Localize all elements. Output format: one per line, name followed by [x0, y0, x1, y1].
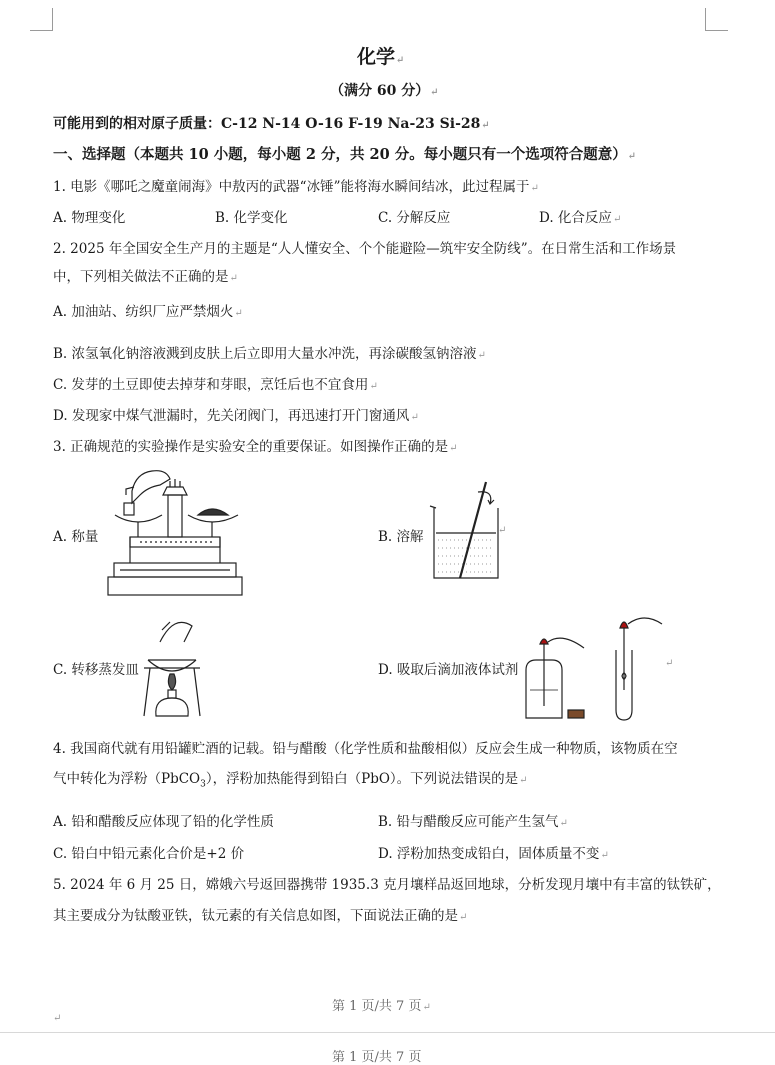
q4-stem-line2: 气中转化为浮粉（PbCO$_3$），浮粉加热能得到铅白（PbO）。下列说法错误的是↵ — [53, 771, 528, 790]
atomic-masses — [53, 113, 490, 133]
evaporating-dish-illustration — [140, 612, 205, 722]
score-line — [330, 80, 439, 100]
q2-option-d: D. 发现家中煤气泄漏时，先关闭阀门，再迅速打开门窗通风↵ — [53, 408, 419, 424]
paragraph-mark: ↵ — [665, 658, 674, 669]
q2-option-c: C. 发芽的土豆即使去掉芽和芽眼，烹饪后也不宜食用↵ — [53, 377, 378, 393]
paragraph-mark: ↵ — [481, 120, 490, 131]
score-text: （满分 60 分） — [330, 83, 430, 99]
page-footer: 第 1 页/共 7 页↵ — [332, 999, 431, 1014]
q2-stem-line1: 2. 2025 年全国安全生产月的主题是“人人懂安全、个个能避险—筑牢安全防线”。在日常生活和工作场景 — [53, 241, 677, 257]
section-text: 一、选择题（本题共 10 小题，每小题 2 分，共 20 分。每小题只有一个选项符合题意） — [53, 146, 627, 163]
q3-option-b: B. 溶解 — [378, 529, 424, 545]
q3-option-c: C. 转移蒸发皿 — [53, 662, 139, 678]
paragraph-mark: ↵ — [627, 151, 637, 162]
q1-option-b: B. 化学变化 — [215, 210, 288, 226]
balance-scale-illustration — [100, 465, 250, 600]
q4-option-d: D. 浮粉加热变成铅白，固体质量不变↵ — [378, 846, 609, 862]
q1-option-c: C. 分解反应 — [378, 210, 451, 226]
title-text: 化学 — [357, 46, 396, 68]
paragraph-mark: ↵ — [396, 55, 405, 66]
q4-option-c: C. 铅白中铅元素化合价是+2 价 — [53, 846, 245, 862]
q1-stem — [53, 175, 539, 195]
section-heading — [53, 143, 636, 164]
dropper-bottle-illustration — [522, 630, 594, 722]
masses-text: 可能用到的相对原子质量：C-12 N-14 O-16 F-19 Na-23 Si-28 — [53, 116, 481, 132]
paragraph-mark: ↵ — [498, 525, 507, 536]
corner-mark-left — [30, 8, 53, 31]
q3-option-d: D. 吸取后滴加液体试剂 — [378, 662, 519, 678]
page-divider — [0, 1032, 775, 1033]
q2-option-b: B. 浓氢氧化钠溶液溅到皮肤上后立即用大量水冲洗，再涂碳酸氢钠溶液↵ — [53, 346, 486, 362]
beaker-stirring-illustration — [428, 478, 508, 583]
paragraph-mark: ↵ — [530, 183, 539, 194]
q2-stem-line2: 中，下列相关做法不正确的是↵ — [53, 269, 238, 285]
q2-option-a: A. 加油站、纺织厂应严禁烟火↵ — [53, 304, 243, 320]
q5-stem-line1: 5. 2024 年 6 月 25 日，嫦娥六号返回器携带 1935.3 克月壤样品返回地球，分析发现月壤中有丰富的钛铁矿， — [53, 877, 721, 893]
next-page-footer-cut: 第 1 页/共 7 页 — [332, 1050, 422, 1065]
q3-stem: 3. 正确规范的实验操作是实验安全的重要保证。如图操作正确的是↵ — [53, 439, 458, 455]
corner-mark-right — [705, 8, 728, 31]
q1-option-d: D. 化合反应↵ — [539, 210, 622, 226]
test-tube-dropper-illustration — [610, 610, 666, 722]
q5-stem-line2: 其主要成分为钛酸亚铁，钛元素的有关信息如图，下面说法正确的是↵ — [53, 908, 468, 924]
q4-option-a: A. 铅和醋酸反应体现了铅的化学性质 — [53, 814, 274, 830]
page-title — [357, 42, 404, 69]
q1-option-a: A. 物理变化 — [53, 210, 126, 226]
q4-stem-line1: 4. 我国商代就有用铅罐贮酒的记载。铅与醋酸（化学性质和盐酸相似）反应会生成一种物质，该物质在空 — [53, 741, 678, 757]
q3-option-a: A. 称量 — [53, 529, 99, 545]
q4-option-b: B. 铅与醋酸反应可能产生氢气↵ — [378, 814, 568, 830]
q1-stem-text: 1. 电影《哪吒之魔童闹海》中敖丙的武器“冰锤”能将海水瞬间结冰，此过程属于 — [53, 179, 530, 195]
paragraph-mark: ↵ — [430, 87, 439, 98]
paragraph-mark: ↵ — [53, 1013, 62, 1024]
